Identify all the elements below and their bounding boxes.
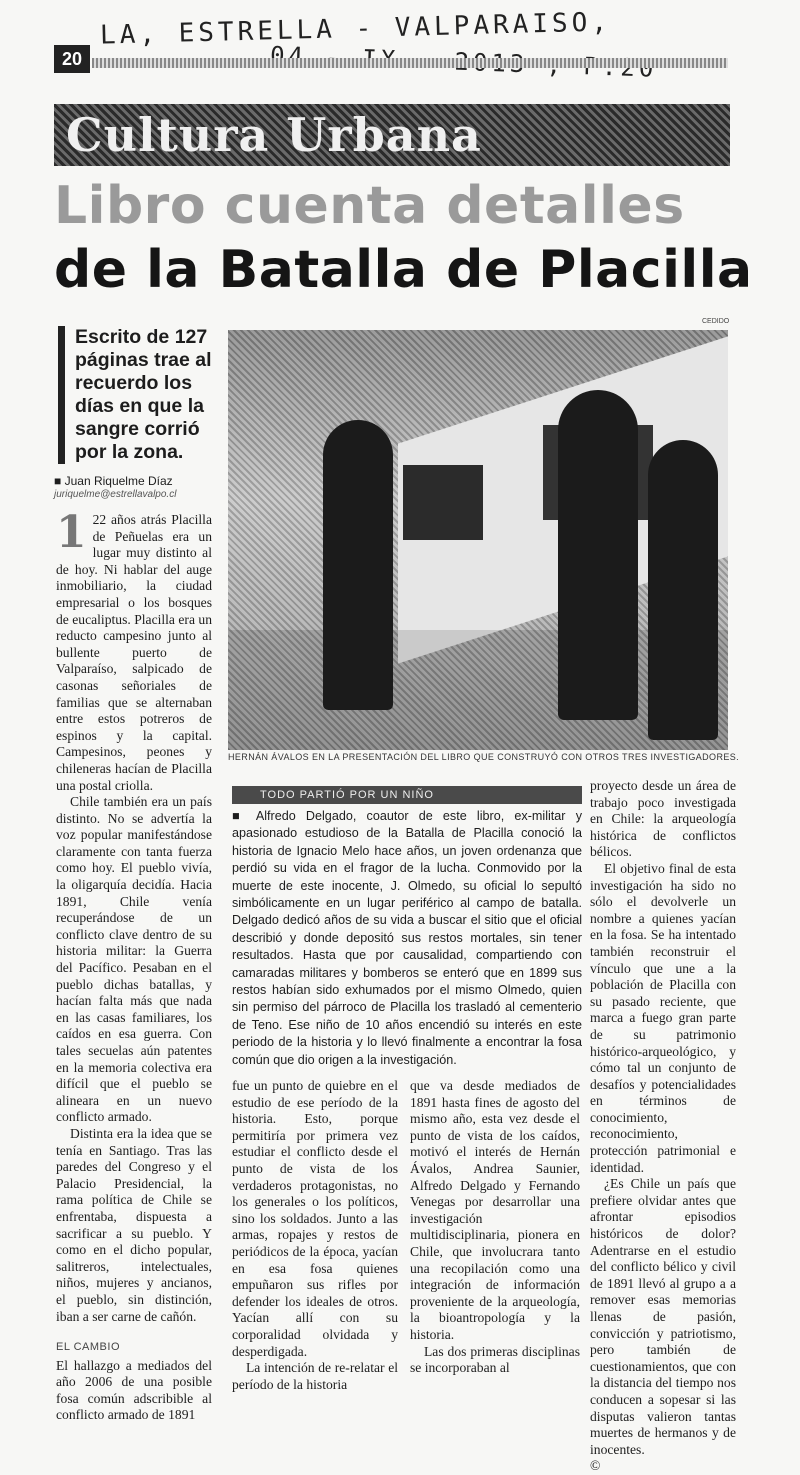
handwritten-note-line1: LA, ESTRELLA - VALPARAISO,: [99, 7, 612, 51]
article-photo: [228, 330, 728, 750]
paragraph: que va desde mediados de 1891 hasta fines de agosto del mismo año, esta vez desde el punto de vista de los caídos, motivó el interés de Hernán Ávalos, Andrea Saunier, Alfredo Delgado y Fernando Venegas por desarrollar una investigación multidisciplinaria, pionera en Chile, que involucrara tanto una recopilación como una integración de información proveniente de la arqueología, la bioantropología y la historia.: [410, 1078, 580, 1342]
page-number: 20: [54, 45, 90, 73]
article-column-4: [410, 1078, 580, 1377]
header-rule: [92, 58, 728, 68]
paragraph: Distinta era la idea que se tenía en Santiago. Tras las paredes del Congreso y el Palacio Presidencial, la rama política de Chile se enfrentaba, dispuesta a sacrificar a su pueblo. Y como en el dicho popular, salitreros, intelectuales, niños, mujeres y ancianos, el pueblo, sin distinción, iban a ser carne de cañón.: [56, 1125, 212, 1324]
sidebar-box-text: ■ Alfredo Delgado, coautor de este libro, ex-militar y apasionado estudioso de la Batalla de Placilla conoció la historia de Ignacio Melo hace años, un joven ordenanza que perdió su vida en el fragor de la lucha. Conmovido por la muerte de este inocente, J. Olmedo, su oficial lo sepultó simbólicamente en un lugar periférico al campo de batalla. Delgado dedicó años de su vida a buscar el sitio que el oficial describió y donde depositó sus restos mortales, sin tener resultados. Hasta que por causalidad, compartiendo con camaradas militares y bomberos se enteró que en 1899 sus restos habían sido exhumados por el mismo Olmedo, quien sin permiso del párroco de Placilla los trasladó al cementerio de Teno. Ese niño de 10 años encendió su interés en este periodo de la historia y lo llevó finalmente a encontrar la fosa común que dio origen a la investigación.: [232, 809, 582, 1067]
photo-credit: CEDIDO: [702, 318, 730, 325]
author-name: Juan Riquelme Díaz: [64, 474, 173, 488]
paragraph: fue un punto de quiebre en el estudio de ese período de la historia. Esto, porque permitiría por primera vez estudiar el conflicto desde el punto de vista de los verdaderos protagonistas, no los generales o los políticos, sino los soldados. Junto a las armas, ropajes y restos de periódicos de la época, yacían en esa fosa quienes empuñaron sus rifles por defender los ideales de otros. Yacían allí con su corporalidad olvidada y desperdigada.: [232, 1078, 398, 1359]
photo-person: [323, 420, 393, 710]
headline-line1: Libro cuenta detalles: [54, 176, 685, 236]
byline-email: juriquelme@estrellavalpo.cl: [54, 489, 177, 500]
paragraph: El hallazgo a mediados del año 2006 de una posible fosa común adscribible al conflicto armado de 1891: [56, 1357, 212, 1423]
dropcap: 1: [56, 507, 87, 558]
paragraph: Chile también era un país distinto. No se advertía la voz popular manifestándose claramente con tanta fuerza como hoy. El pueblo vivía, la oligarquía decidía. Hacia 1891, Chile venía recuperándose de un conflicto clave dentro de su historia militar: la Guerra del Pacífico. Pesaban en el pueblo dichas batallas, y hacían falta más que nada en las casas familiares, los caídos en esa guerra. Con tales secuelas aún patentes en la memoria colectiva era difícil que el pueblo se alineara en un nuevo conflicto armado.: [56, 794, 212, 1125]
sidebar-box-body: Alfredo Delgado, coautor de este libro, ex-militar y apasionado estudioso de la Batalla de Placilla conoció la historia de Ignacio Melo hace años, un joven ordenanza que perdió su vida en el fragor de la lucha. Conmovido por la muerte de este inocente, J. Olmedo, su oficial lo sepultó simbólicamente en un lugar periférico al campo de batalla. Delgado dedicó años de su vida a buscar el sitio que el oficial describió y donde depositó sus restos mortales, sin tener resultados. Hasta que por causalidad, compartiendo con camaradas militares y bomberos se enteró que en 1899 sus restos habían sido exhumados por el mismo Olmedo, quien sin permiso del párroco de Placilla los trasladó al cementerio de Teno. Ese niño de 10 años encendió su interés en este periodo de la historia y lo llevó finalmente a encontrar la fosa común que dio origen a la investigación.: [232, 809, 582, 1067]
photo-poster: [403, 465, 483, 540]
paragraph: ¿Es Chile un país que prefiere olvidar antes que afrontar episodios históricos de dolor? Adentrarse en el estudio del conflicto bélico y civil de 1891 llevó al grupo a a remover esas memorias llenas de pasión, convicción y patriotismo, pero también de cuestionamientos, que con la distancia del tiempo nos conducen a sopesar si las disputas valieron tantas muertes de hermanos y de inocentes.: [590, 1176, 736, 1457]
article-column-3: [232, 1078, 398, 1393]
paragraph: El objetivo final de esta investigación ha sido no sólo el devolverle un nombre a quienes yacían en la fosa. Se ha intentado también reconstruir el vínculo que une a la población de Placilla con su pasado reciente, que marca a fuego gran parte de su patrimonio histórico-arqueológico, y cómo tal un conjunto de desafíos y potencialidades en términos de conocimiento, reconocimiento, protección patrimonial e identidad.: [590, 860, 736, 1175]
byline-author: ■ Juan Riquelme Díaz: [54, 474, 173, 488]
section-banner: [54, 104, 730, 166]
subhead: EL CAMBIO: [56, 1341, 120, 1354]
paragraph: Las dos primeras disciplinas se incorporaban al: [410, 1343, 580, 1376]
paragraph: proyecto desde un área de trabajo poco investigada en Chile: la arqueología histórica de conflictos bélicos.: [590, 778, 736, 860]
photo-caption: HERNÁN ÁVALOS EN LA PRESENTACIÓN DEL LIBRO QUE CONSTRUYÓ CON OTROS TRES INVESTIGADORES.: [228, 752, 740, 762]
photo-person: [648, 440, 718, 740]
end-mark: ©: [590, 1458, 601, 1474]
sidebar-box-heading: TODO PARTIÓ POR UN NIÑO: [232, 786, 582, 804]
section-title: Cultura Urbana: [66, 108, 482, 162]
headline-line2: de la Batalla de Placilla: [54, 240, 753, 300]
paragraph: 22 años atrás Placilla de Peñuelas era un lugar muy distinto al de hoy. Ni hablar del auge inmobiliario, la ciudad empresarial o los bosques de eucaliptus. Placilla era un reducto campesino junto al bullente puerto de Valparaíso, salpicado de casonas señoriales de familias que se alternaban entre estos potreros de espinos y la capital. Campesinos, peones y chileneras hacían de Placilla una postal criolla.: [56, 512, 212, 793]
article-column-5: [590, 778, 736, 1475]
paragraph: La intención de re-relatar el período de la historia: [232, 1360, 398, 1392]
article-column-1: [56, 507, 212, 1424]
photo-person: [558, 390, 638, 720]
deck-summary: Escrito de 127 páginas trae al recuerdo los días en que la sangre corrió por la zona.: [58, 326, 235, 464]
